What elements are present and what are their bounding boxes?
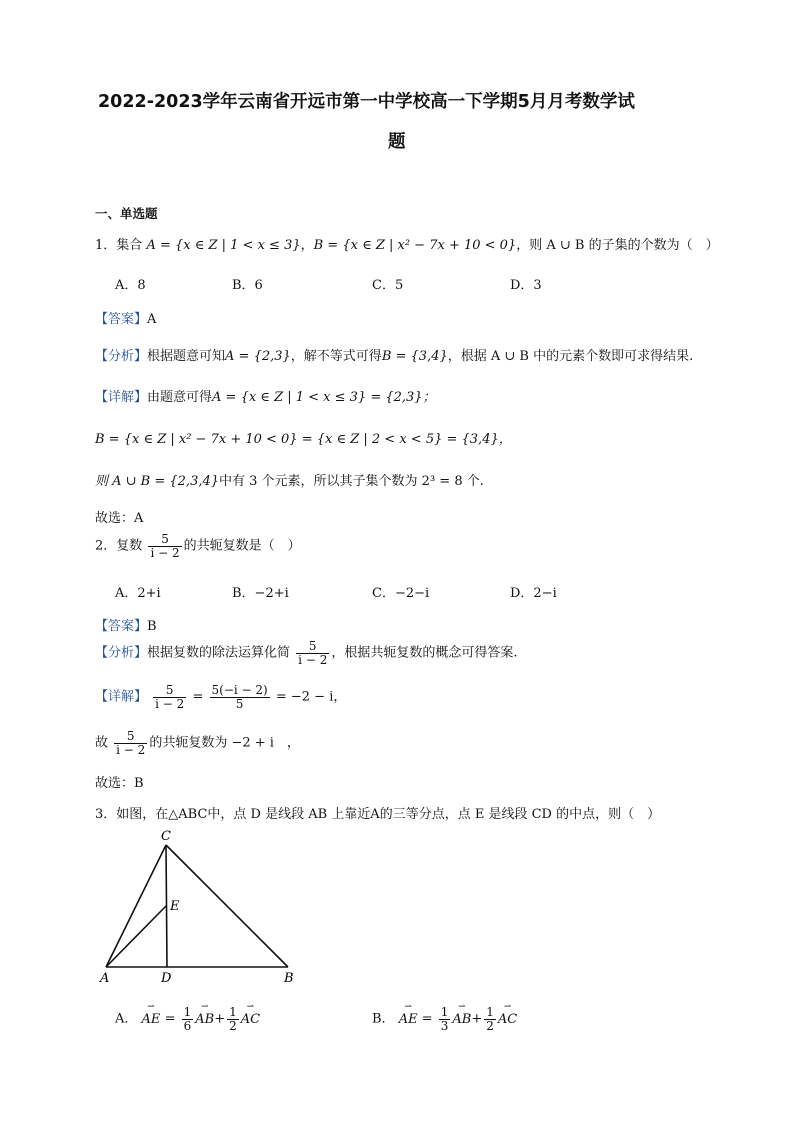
q2-analysis: 【分析】根据复数的除法运算化简 $\frac{5}{i - 2}$ ，根据共轭复数的概念可得答案. — [95, 639, 518, 667]
q2-option-a: A．2+i — [115, 586, 161, 601]
q3-option-a: A． ⇀ AE = $\frac{1}{6}$ ⇀ AB+ $\frac{1}{2}$ ⇀ AC — [115, 1006, 260, 1032]
q2-option-c: C．−2−i — [372, 586, 430, 601]
q2-stem: 2．复数 $\frac{5}{i - 2}$ 的共轭复数是（ ） — [95, 532, 301, 560]
segment-cb — [166, 845, 288, 967]
point-e-label: E — [170, 899, 180, 914]
segment-ae — [106, 906, 166, 967]
q1-detail: 【详解】由题意可得A = {x ∈ Z | 1 < x ≤ 3} = {2,3}； — [95, 390, 436, 405]
point-c-label: C — [161, 829, 171, 844]
q1-option-c: C．5 — [372, 278, 404, 293]
point-d-label: D — [161, 971, 172, 986]
q3-option-b: B． ⇀ AE = $\frac{1}{3}$ ⇀ AB+ $\frac{1}{2}$ ⇀ AC — [372, 1006, 517, 1032]
q2-option-b: B．−2+i — [232, 586, 289, 601]
section-heading: 一、单选题 — [95, 206, 158, 221]
q2-detail-line2: 故 $\frac{5}{i - 2}$ 的共轭复数为 −2 + i ， — [95, 729, 300, 757]
q1-answer: 【答案】A — [95, 312, 157, 327]
q2-detail: 【详解】 $\frac{5}{i - 2}$ = $\frac{5(-i - 2)}{5}$ = −2 − i， — [95, 683, 347, 711]
q1-stem: 1．集合 A = {x ∈ Z | 1 < x ≤ 3}，B = {x ∈ Z | x² − 7x + 10 < 0}，则 A ∪ B 的子集的个数为（ ） — [95, 238, 719, 253]
q2-answer: 【答案】B — [95, 619, 157, 634]
q1-option-b: B．6 — [232, 278, 263, 293]
segment-ac — [106, 845, 166, 967]
q1-detail-line2: B = {x ∈ Z | x² − 7x + 10 < 0} = {x ∈ Z | 2 < x < 5} = {3,4}， — [95, 432, 512, 447]
q1-detail-line3: 则 A ∪ B = {2,3,4}中有 3 个元素，所以其子集个数为 2³ = 8 个. — [95, 474, 484, 489]
doc-title-line1: 2022-2023学年云南省开远市第一中学校高一下学期5月月考数学试 — [98, 92, 635, 112]
triangle-lines — [106, 845, 288, 967]
point-a-label: A — [100, 971, 110, 986]
q1-choose: 故选：A — [95, 511, 144, 526]
segment-cd — [166, 845, 167, 967]
q1-analysis: 【分析】根据题意可知A = {2,3}，解不等式可得B = {3,4}，根据 A ∪ B 中的元素个数即可求得结果. — [95, 349, 694, 364]
q1-option-a: A．8 — [115, 278, 146, 293]
q2-fraction: $\frac{5}{i - 2}$ — [150, 532, 180, 560]
q3-stem: 3．如图，在△ABC中，点 D 是线段 AB 上靠近A的三等分点，点 E 是线段 CD 的中点，则（ ） — [95, 807, 661, 822]
point-b-label: B — [284, 971, 294, 986]
q2-choose: 故选：B — [95, 776, 144, 791]
triangle-figure — [90, 826, 310, 991]
doc-title-line2: 题 — [388, 132, 406, 152]
q2-option-d: D．2−i — [510, 586, 557, 601]
q1-option-d: D．3 — [510, 278, 542, 293]
